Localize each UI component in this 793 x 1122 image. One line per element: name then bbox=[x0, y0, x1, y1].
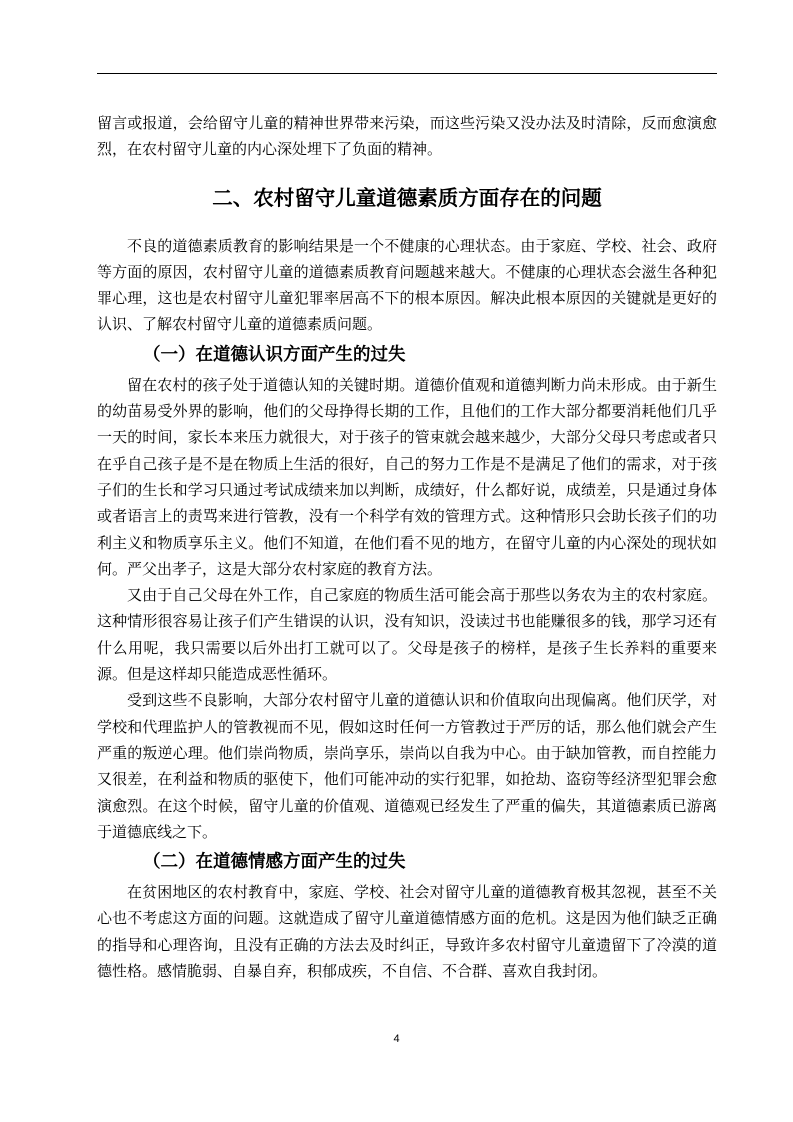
body-paragraph: 又由于自己父母在外工作，自己家庭的物质生活可能会高于那些以务农为主的农村家庭。这种情形很容易让孩子们产生错误的认识，没有知识，没读过书也能赚很多的钱，那学习还有什么用呢，我只需要以后外出打工就可以了。父母是孩子的榜样，是孩子生长养料的重要来源。但是这样却只能造成恶性循环。 bbox=[97, 586, 717, 684]
page-number: 4 bbox=[393, 1033, 400, 1045]
body-paragraph: 不良的道德素质教育的影响结果是一个不健康的心理状态。由于家庭、学校、社会、政府等方面的原因，农村留守儿童的道德素质教育问题越来越大。不健康的心理状态会滋生各种犯罪心理，这也是农村留守儿童犯罪率居高不下的根本原因。解决此根本原因的关键就是更好的认识、了解农村留守儿童的道德素质问题。 bbox=[97, 236, 717, 334]
subsection-heading: （一）在道德认识方面产生的过失 bbox=[143, 344, 406, 365]
body-paragraph: 受到这些不良影响，大部分农村留守儿童的道德认识和价值取向出现偏离。他们厌学，对学校和代理监护人的管教视而不见，假如这时任何一方管教过于严厉的话，那么他们就会产生严重的叛逆心理。他们崇尚物质，崇尚享乐，崇尚以自我为中心。由于缺加管教，而自控能力又很差，在利益和物质的驱使下，他们可能冲动的实行犯罪，如抢劫、盗窃等经济型犯罪会愈演愈烈。在这个时候，留守儿童的价值观、道德观已经发生了严重的偏失，其道德素质已游离于道德底线之下。 bbox=[97, 691, 717, 841]
section-heading: 二、农村留守儿童道德素质方面存在的问题 bbox=[212, 185, 602, 210]
header-rule bbox=[97, 73, 717, 74]
body-paragraph: 在贫困地区的农村教育中，家庭、学校、社会对留守儿童的道德教育极其忽视，甚至不关心也不考虑这方面的问题。这就造成了留守儿童道德情感方面的危机。这是因为他们缺乏正确的指导和心理咨询，且没有正确的方法去及时纠正，导致许多农村留守儿童遗留下了冷漠的道德性格。感情脆弱、自暴自弃，积郁成疾，不自信、不合群、喜欢自我封闭。 bbox=[97, 883, 717, 981]
body-paragraph: 留在农村的孩子处于道德认知的关键时期。道德价值观和道德判断力尚未形成。由于新生的幼苗易受外界的影响，他们的父母挣得长期的工作，且他们的工作大部分都要消耗他们几乎一天的时间，家长本来压力就很大，对于孩子的管束就会越来越少，大部分父母只考虑或者只在乎自己孩子是不是在物质上生活的很好，自己的努力工作是不是满足了他们的需求，对于孩子们的生长和学习只通过考试成绩来加以判断，成绩好，什么都好说，成绩差，只是通过身体或者语言上的责骂来进行管教，没有一个科学有效的管理方式。这种情形只会助长孩子们的功利主义和物质享乐主义。他们不知道，在他们看不见的地方，在留守儿童的内心深处的现状如何。严父出孝子，这是大部分农村家庭的教育方法。 bbox=[97, 375, 717, 578]
subsection-heading: （二）在道德情感方面产生的过失 bbox=[143, 852, 406, 873]
body-paragraph: 留言或报道，会给留守儿童的精神世界带来污染，而这些污染又没办法及时清除，反而愈演愈烈，在农村留守儿童的内心深处埋下了负面的精神。 bbox=[97, 114, 717, 159]
document-body bbox=[97, 110, 717, 984]
